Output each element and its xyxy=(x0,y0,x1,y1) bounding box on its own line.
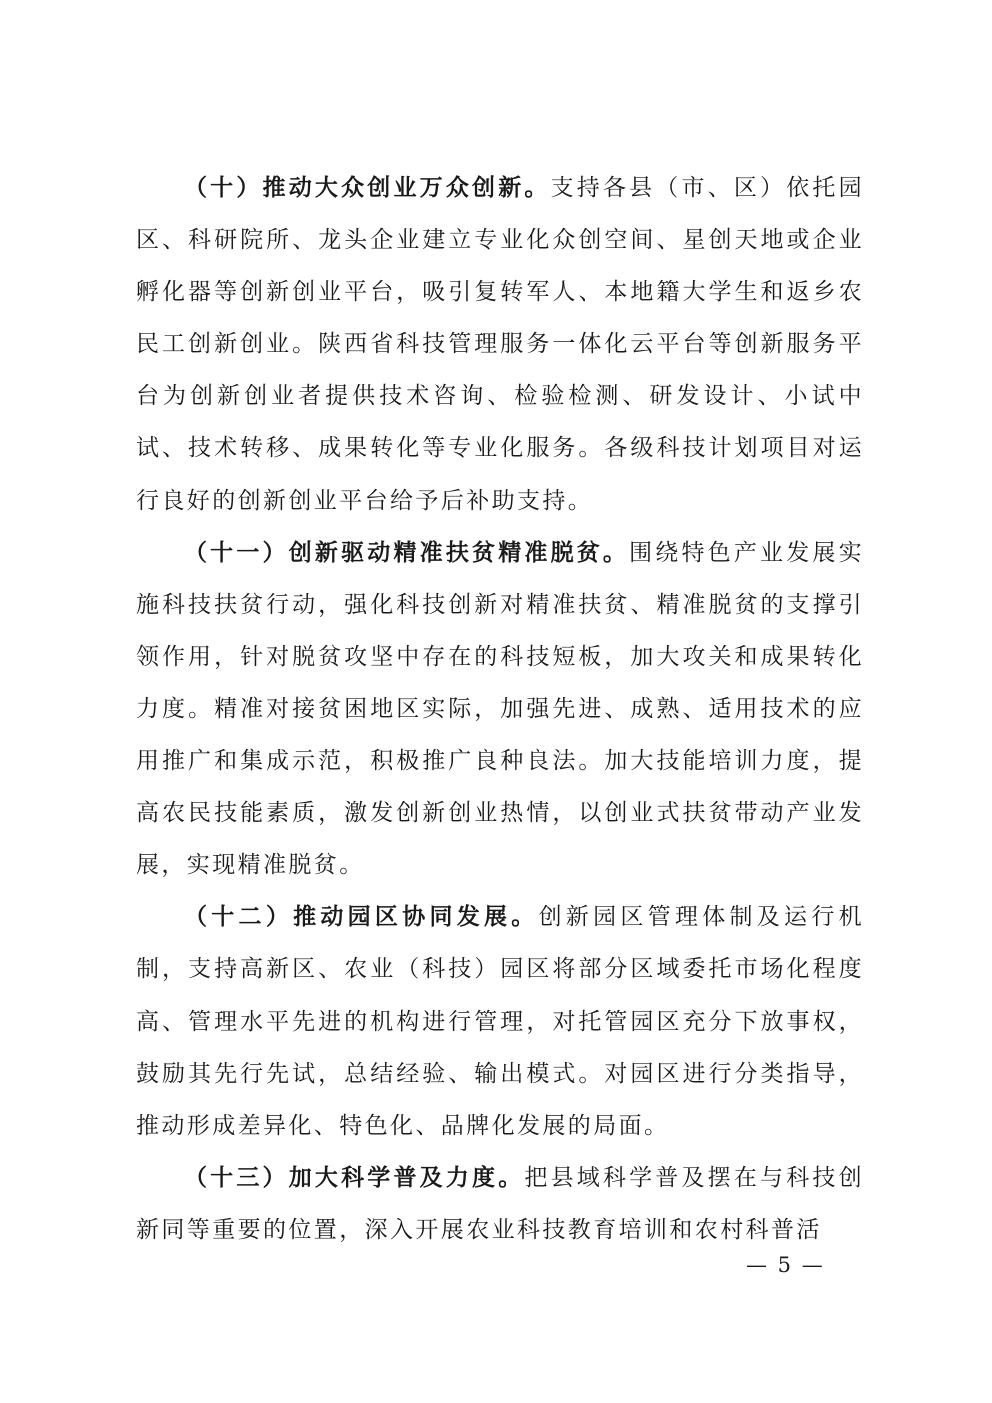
paragraph-10-heading: （十）推动大众创业万众创新。 xyxy=(184,174,551,201)
paragraph-13-heading: （十三）加大科学普及力度。 xyxy=(184,1163,525,1191)
paragraph-11 xyxy=(136,527,864,892)
paragraph-11-text: 围绕特色产业发展实施科技扶贫行动，强化科技创新对精准扶贫、精准脱贫的支撑引领作用，针对脱贫攻坚中存在的科技短板，加大攻关和成果转化力度。精准对接贫困地区实际，加强先进、成熟、适用技术的应用推广和集成示范，积极推广良种良法。加大技能培训力度，提高农民技能素质，激发创新创业热情，以创业式扶贫带动产业发展，实现精准脱贫。 xyxy=(136,539,864,879)
paragraph-13 xyxy=(136,1152,864,1256)
document-body xyxy=(136,162,864,1256)
paragraph-12-heading: （十二）推动园区协同发展。 xyxy=(184,903,539,931)
paragraph-10-text: 支持各县（市、区）依托园区、科研院所、龙头企业建立专业化众创空间、星创天地或企业孵化器等创新创业平台，吸引复转军人、本地籍大学生和返乡农民工创新创业。陕西省科技管理服务一体化云平台等创新服务平台为创新创业者提供技术咨询、检验检测、研发设计、小试中试、技术转移、成果转化等专业化服务。各级科技计划项目对运行良好的创新创业平台给予后补助支持。 xyxy=(136,175,864,514)
paragraph-13-text: 把县域科学普及摆在与科技创新同等重要的位置，深入开展农业科技教育培训和农村科普活 xyxy=(136,1164,864,1243)
paragraph-11-heading: （十一）创新驱动精准扶贫精准脱贫。 xyxy=(184,538,630,566)
page-number: — 5 — xyxy=(746,1253,825,1277)
paragraph-10 xyxy=(136,162,864,527)
paragraph-12 xyxy=(136,891,864,1151)
paragraph-12-text: 创新园区管理体制及运行机制，支持高新区、农业（科技）园区将部分区域委托市场化程度高、管理水平先进的机构进行管理，对托管园区充分下放事权，鼓励其先行先试，总结经验、输出模式。对园区进行分类指导，推动形成差异化、特色化、品牌化发展的局面。 xyxy=(136,904,864,1139)
